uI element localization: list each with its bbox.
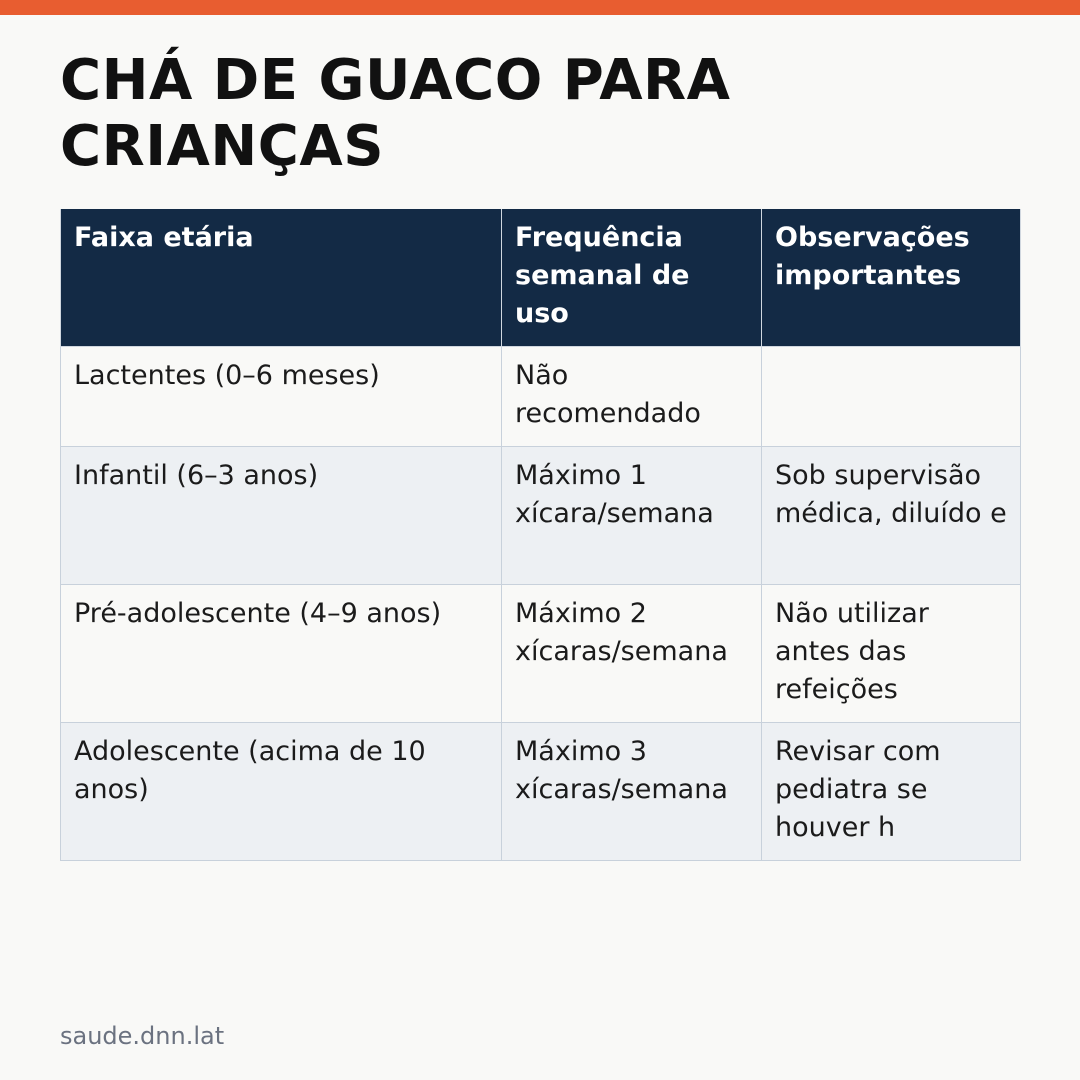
source-url: saude.dnn.lat [60, 1022, 225, 1050]
column-header-notes: Observações importantes [762, 209, 1021, 347]
cell-age-range: Adolescente (acima de 10 anos) [61, 723, 502, 861]
accent-bar [0, 0, 1080, 15]
cell-notes: Sob supervisão médica, diluído e [762, 447, 1021, 585]
table-row [61, 723, 1021, 861]
page-title: CHÁ DE GUACO PARA CRIANÇAS [60, 48, 731, 179]
table-row [61, 585, 1021, 723]
dosage-table [60, 209, 1021, 861]
cell-notes: Não utilizar antes das refeições [762, 585, 1021, 723]
cell-age-range: Pré-adolescente (4–9 anos) [61, 585, 502, 723]
cell-weekly-frequency: Máximo 1 xícara/semana [502, 447, 762, 585]
table-header-row [61, 209, 1021, 347]
table-row [61, 347, 1021, 447]
cell-age-range: Lactentes (0–6 meses) [61, 347, 502, 447]
cell-age-range: Infantil (6–3 anos) [61, 447, 502, 585]
cell-weekly-frequency: Máximo 2 xícaras/semana [502, 585, 762, 723]
table-row [61, 447, 1021, 585]
dosage-table-container [60, 209, 1020, 861]
column-header-weekly-frequency: Frequência semanal de uso [502, 209, 762, 347]
cell-notes: Revisar com pediatra se houver h [762, 723, 1021, 861]
column-header-age-range: Faixa etária [61, 209, 502, 347]
cell-weekly-frequency: Máximo 3 xícaras/semana [502, 723, 762, 861]
cell-weekly-frequency: Não recomendado [502, 347, 762, 447]
cell-notes [762, 347, 1021, 447]
